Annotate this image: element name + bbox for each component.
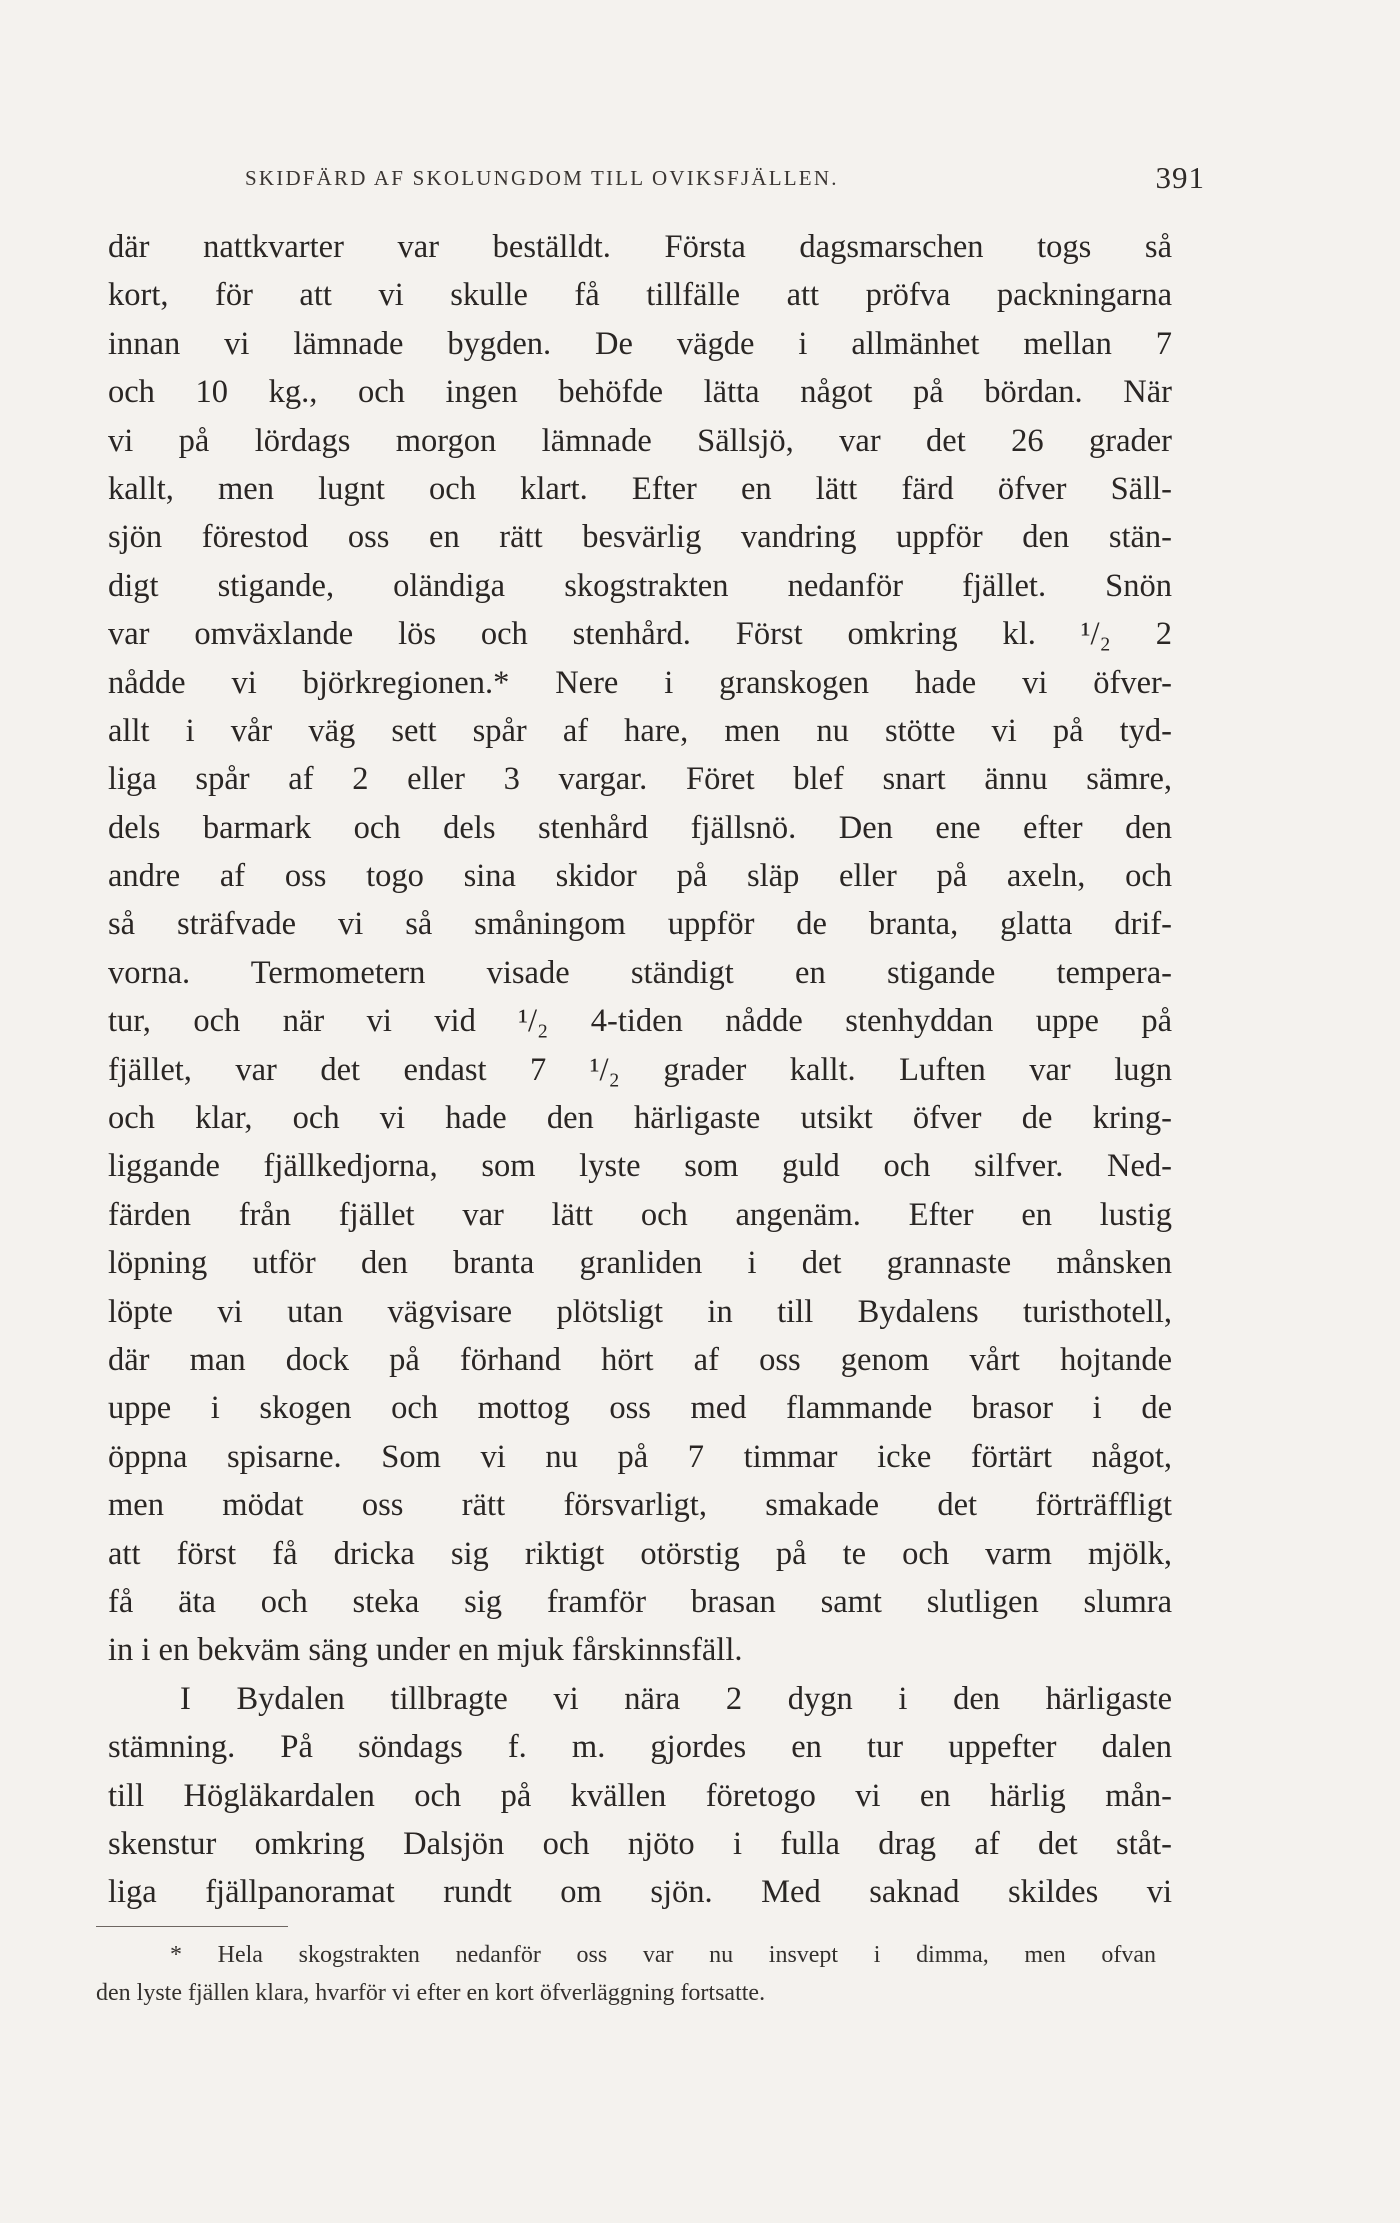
footnote-divider xyxy=(96,1926,288,1927)
page-number: 391 xyxy=(1155,160,1205,195)
text-line: öppna spisarne. Som vi nu på 7 timmar icke förtärt något, xyxy=(108,1438,1172,1475)
text-line: kort, för att vi skulle få tillfälle att pröfva packningarna xyxy=(108,277,1172,314)
text-line: löpning utför den branta granliden i det grannaste månsken xyxy=(108,1245,1172,1282)
text-line: dels barmark och dels stenhård fjällsnö. Den ene efter den xyxy=(108,809,1172,846)
text-line: till Högläkardalen och på kvällen företogo vi en härlig mån- xyxy=(108,1777,1172,1814)
text-line: vorna. Termometern visade ständigt en stigande tempera- xyxy=(108,954,1172,991)
footnote-line: * Hela skogstrakten nedanför oss var nu insvept i dimma, men ofvan xyxy=(170,1942,1156,1968)
text-line: löpte vi utan vägvisare plötsligt in till Bydalens turisthotell, xyxy=(108,1293,1172,1330)
text-line: liga spår af 2 eller 3 vargar. Föret blef snart ännu sämre, xyxy=(108,761,1172,798)
text-line: kallt, men lugnt och klart. Efter en lätt färd öfver Säll- xyxy=(108,470,1172,507)
text-line: och 10 kg., och ingen behöfde lätta något på bördan. När xyxy=(108,374,1172,411)
text-line: där nattkvarter var beställdt. Första dagsmarschen togs så xyxy=(108,229,1172,265)
text-line: tur, och när vi vid ¹/₂ 4-tiden nådde stenhyddan uppe på xyxy=(108,1003,1172,1040)
text-line: uppe i skogen och mottog oss med flammande brasor i de xyxy=(108,1390,1172,1427)
text-line: färden från fjället var lätt och angenäm. Efter en lustig xyxy=(108,1196,1172,1233)
text-line: så sträfvade vi så småningom uppför de branta, glatta drif- xyxy=(108,906,1172,943)
running-head xyxy=(245,160,1205,200)
paragraph-end-line: in i en bekväm säng under en mjuk fårskinnsfäll. xyxy=(108,1632,743,1669)
text-line: nådde vi björkregionen.* Nere i granskogen hade vi öfver- xyxy=(108,664,1172,701)
text-line: fjället, var det endast 7 ¹/₂ grader kallt. Luften var lugn xyxy=(108,1051,1172,1088)
paragraph-start-line: I Bydalen tillbragte vi nära 2 dygn i den härligaste xyxy=(180,1680,1172,1717)
text-line: innan vi lämnade bygden. De vägde i allmänhet mellan 7 xyxy=(108,325,1172,362)
text-line: liga fjällpanoramat rundt om sjön. Med saknad skildes vi xyxy=(108,1874,1172,1911)
text-line: andre af oss togo sina skidor på släp eller på axeln, och xyxy=(108,858,1172,895)
text-line: sjön förestod oss en rätt besvärlig vandring uppför den stän- xyxy=(108,519,1172,556)
text-line: vi på lördags morgon lämnade Sällsjö, var det 26 grader xyxy=(108,422,1172,459)
text-line: få äta och steka sig framför brasan samt slutligen slumra xyxy=(108,1583,1172,1620)
text-line: och klar, och vi hade den härligaste utsikt öfver de kring- xyxy=(108,1100,1172,1137)
text-line: digt stigande, oländiga skogstrakten nedanför fjället. Snön xyxy=(108,567,1172,604)
running-title: SKIDFÄRD AF SKOLUNGDOM TILL OVIKSFJÄLLEN. xyxy=(245,166,839,190)
text-line: var omväxlande lös och stenhård. Först omkring kl. ¹/₂ 2 xyxy=(108,616,1172,653)
text-line: allt i vår väg sett spår af hare, men nu stötte vi på tyd- xyxy=(108,712,1172,749)
text-line: stämning. På söndags f. m. gjordes en tur uppefter dalen xyxy=(108,1729,1172,1766)
text-line: men mödat oss rätt försvarligt, smakade det förträffligt xyxy=(108,1487,1172,1524)
footnote xyxy=(96,1936,1156,2012)
body-text xyxy=(108,223,1172,1917)
text-line: där man dock på förhand hört af oss genom vårt hojtande xyxy=(108,1341,1172,1378)
text-line: skenstur omkring Dalsjön och njöto i fulla drag af det ståt- xyxy=(108,1825,1172,1862)
text-line: att först få dricka sig riktigt otörstig på te och varm mjölk, xyxy=(108,1535,1172,1572)
text-line: liggande fjällkedjorna, som lyste som guld och silfver. Ned- xyxy=(108,1148,1172,1185)
footnote-line: den lyste fjällen klara, hvarför vi efter en kort öfverläggning fortsatte. xyxy=(96,1980,766,2006)
